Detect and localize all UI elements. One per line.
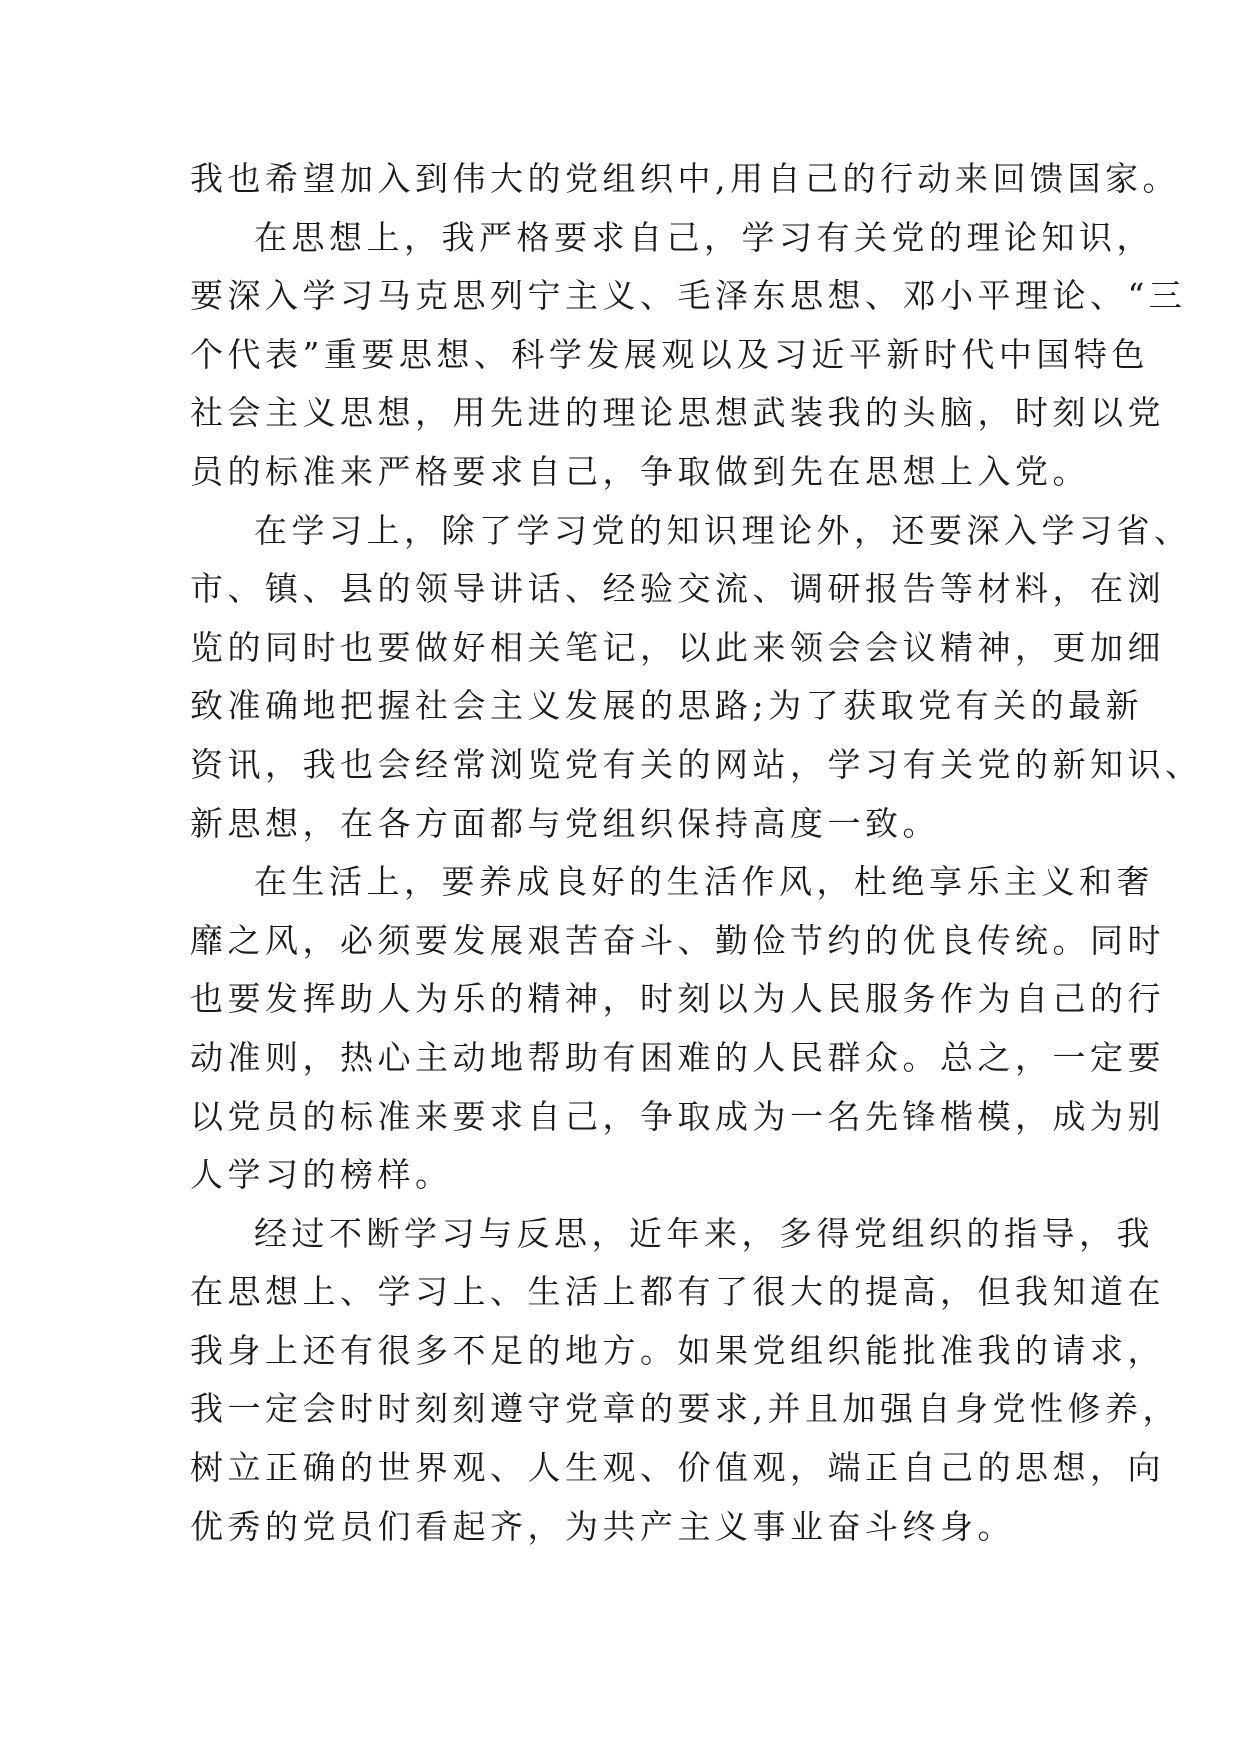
text-line: 我身上还有很多不足的地方。如果党组织能批准我的请求， [190, 1330, 1165, 1370]
text-line: 靡之风，必须要发展艰苦奋斗、勤俭节约的优良传统。同时 [190, 920, 1165, 960]
text-line: 市、镇、县的领导讲话、经验交流、调研报告等材料，在浏 [190, 569, 1165, 609]
text-line: 我也希望加入到伟大的党组织中,用自己的行动来回馈国家。 [190, 159, 1180, 198]
text-line: 资讯，我也会经常浏览党有关的网站，学习有关党的新知识、 [190, 744, 1203, 784]
text-line: 致准确地把握社会主义发展的思路;为了获取党有关的最新 [190, 686, 1144, 726]
text-line: 优秀的党员们看起齐，为共产主义事业奋斗终身。 [190, 1506, 1015, 1546]
text-line: 我一定会时时刻刻遵守党章的要求,并且加强自身党性修养， [190, 1389, 1180, 1429]
document-body [190, 150, 1203, 1556]
text-line: 员的标准来严格要求自己，争取做到先在思想上入党。 [190, 451, 1090, 491]
text-line: 人学习的榜样。 [190, 1155, 453, 1195]
text-line: 树立正确的世界观、人生观、价值观，端正自己的思想，向 [190, 1448, 1165, 1488]
text-line: 在思想上、学习上、生活上都有了很大的提高，但我知道在 [190, 1272, 1165, 1312]
text-line: 社会主义思想，用先进的理论思想武装我的头脑，时刻以党 [190, 393, 1165, 433]
text-line: 个代表”重要思想、科学发展观以及习近平新时代中国特色 [190, 334, 1149, 374]
text-line: 也要发挥助人为乐的精神，时刻以为人民服务作为自己的行 [190, 979, 1165, 1019]
text-line: 要深入学习马克思列宁主义、毛泽东思想、邓小平理论、“三 [190, 276, 1187, 316]
paragraph-first-line: 在生活上，要养成良好的生活作风，杜绝享乐主义和奢 [254, 862, 1154, 902]
text-line: 览的同时也要做好相关笔记，以此来领会会议精神，更加细 [190, 627, 1165, 667]
text-line: 以党员的标准来要求自己，争取成为一名先锋楷模，成为别 [190, 1096, 1165, 1136]
paragraph-first-line: 在学习上，除了学习党的知识理论外，还要深入学习省、 [254, 510, 1192, 550]
text-line: 动准则，热心主动地帮助有困难的人民群众。总之，一定要 [190, 1037, 1165, 1077]
text-line: 新思想，在各方面都与党组织保持高度一致。 [190, 803, 940, 843]
paragraph-first-line: 经过不断学习与反思，近年来，多得党组织的指导，我 [254, 1213, 1154, 1253]
paragraph-first-line: 在思想上，我严格要求自己，学习有关党的理论知识， [254, 217, 1154, 257]
